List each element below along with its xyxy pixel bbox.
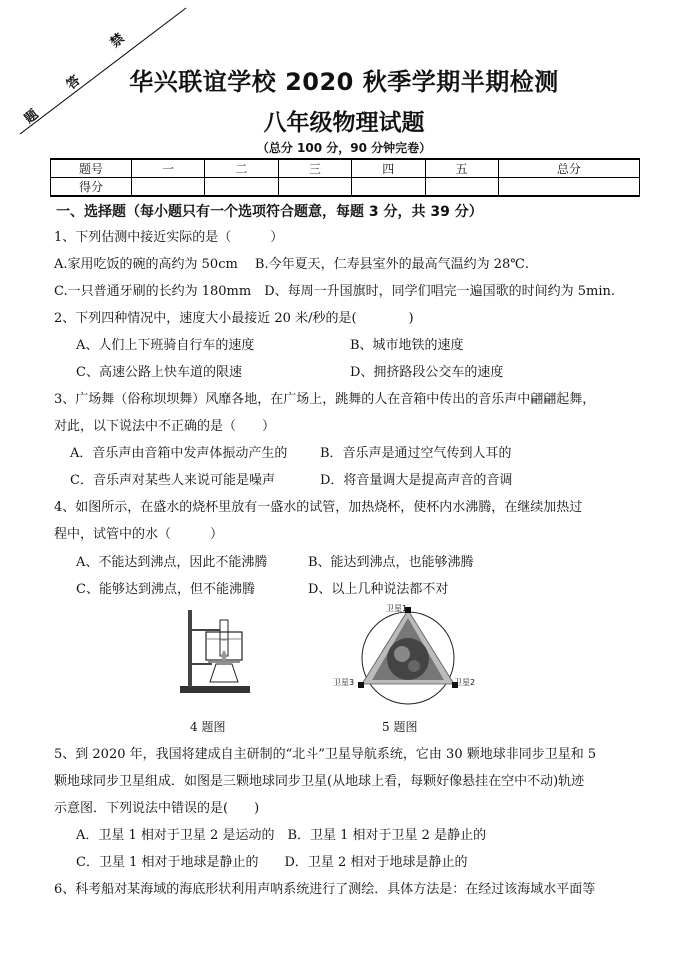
score-input-cell[interactable] <box>205 178 278 197</box>
q4-stem-2: 程中，试管中的水（ ） <box>54 527 224 542</box>
q3-stem-2: 对此，以下说法中不正确的是（ ） <box>54 419 276 434</box>
q6-stem-1: 6、科考船对某海域的海底形状利用声呐系统进行了测绘．具体方法是：在经过该海域水平面等 <box>54 882 596 897</box>
satellite-orbit-figure <box>350 604 466 706</box>
score-header-cell: 五 <box>425 159 498 178</box>
section-heading: 一、选择题（每小题只有一个选项符合题意，每题 3 分，共 39 分） <box>56 204 483 220</box>
figure-4-caption: 4 题图 <box>190 720 226 734</box>
score-row-label: 得分 <box>51 178 132 197</box>
score-header-row <box>51 159 640 178</box>
q5-options-cd: C．卫星 1 相对于地球是静止的 D．卫星 2 相对于地球是静止的 <box>76 855 468 870</box>
q1-options-ab: A.家用吃饭的碗的高约为 50cm B.今年夏天，仁寿县室外的最高气温约为 28℃. <box>54 257 529 272</box>
q5-stem-3: 示意图．下列说法中错误的是( ) <box>54 801 260 816</box>
satellite-1-label: 卫星1 <box>386 604 408 613</box>
score-input-cell[interactable] <box>132 178 205 197</box>
boiling-apparatus-figure <box>176 606 272 696</box>
q3-option-d: D．将音量调大是提高声音的音调 <box>320 473 513 488</box>
score-input-cell[interactable] <box>278 178 351 197</box>
seal-char-2: 答 <box>63 73 84 93</box>
q1-stem: 1、下列估测中接近实际的是（ ） <box>54 230 284 245</box>
q5-stem-2: 颗地球同步卫星组成．如图是三颗地球同步卫星(从地球上看，每颗好像悬挂在空中不动)轨迹 <box>54 774 585 789</box>
score-header-cell: 一 <box>132 159 205 178</box>
seal-char-3: 禁 <box>107 31 128 51</box>
q2-option-b: B、城市地铁的速度 <box>350 338 464 353</box>
q5-options-ab: A．卫星 1 相对于卫星 2 是运动的 B．卫星 1 相对于卫星 2 是静止的 <box>76 828 487 843</box>
score-header-cell: 三 <box>278 159 351 178</box>
exam-note: （总分 100 分，90 分钟完卷） <box>256 141 432 155</box>
satellite-3-label: 卫星3 <box>333 678 355 687</box>
q3-option-c: C．音乐声对某些人来说可能是噪声 <box>70 473 275 488</box>
exam-subtitle: 八年级物理试题 <box>263 110 425 136</box>
q3-stem-1: 3、广场舞（俗称坝坝舞）风靡各地，在广场上，跳舞的人在音箱中传出的音乐声中翩翩起舞， <box>54 392 596 407</box>
score-input-cell[interactable] <box>498 178 639 197</box>
q5-stem-1: 5、到 2020 年，我国将建成自主研制的“北斗”卫星导航系统，它由 30 颗地球非同步卫星和 5 <box>54 747 597 762</box>
figure-5-caption: 5 题图 <box>382 720 418 734</box>
q3-option-b: B．音乐声是通过空气传到人耳的 <box>320 446 512 461</box>
exam-title: 华兴联谊学校 2020 秋季学期半期检测 <box>129 68 559 96</box>
q4-option-a: A、不能达到沸点，因此不能沸腾 <box>76 555 268 570</box>
q2-option-d: D、拥挤路段公交车的速度 <box>350 365 504 380</box>
q3-option-a: A．音乐声由音箱中发声体振动产生的 <box>70 446 288 461</box>
q1-options-cd: C.一只普通牙刷的长约为 180mm D、每周一升国旗时，同学们唱完一遍国歌的时间约为 5min. <box>54 284 616 299</box>
score-header-cell: 总分 <box>498 159 639 178</box>
score-header-cell: 题号 <box>51 159 132 178</box>
q4-option-b: B、能达到沸点，也能够沸腾 <box>308 555 474 570</box>
q4-stem-1: 4、如图所示，在盛水的烧杯里放有一盛水的试管，加热烧杯，使杯内水沸腾，在继续加热过 <box>54 500 583 515</box>
q2-option-a: A、人们上下班骑自行车的速度 <box>76 338 255 353</box>
score-input-cell[interactable] <box>352 178 425 197</box>
q2-stem: 2、下列四种情况中，速度大小最接近 20 米/秒的是( ) <box>54 311 414 326</box>
q4-option-c: C、能够达到沸点，但不能沸腾 <box>76 582 255 597</box>
seal-char-1: 题 <box>21 107 42 127</box>
satellite-2-label: 卫星2 <box>454 678 476 687</box>
score-input-cell[interactable] <box>425 178 498 197</box>
q4-option-d: D、以上几种说法都不对 <box>308 582 449 597</box>
score-header-cell: 二 <box>205 159 278 178</box>
score-header-cell: 四 <box>352 159 425 178</box>
score-value-row <box>51 178 640 197</box>
q2-option-c: C、高速公路上快车道的限速 <box>76 365 242 380</box>
score-table <box>50 158 640 197</box>
